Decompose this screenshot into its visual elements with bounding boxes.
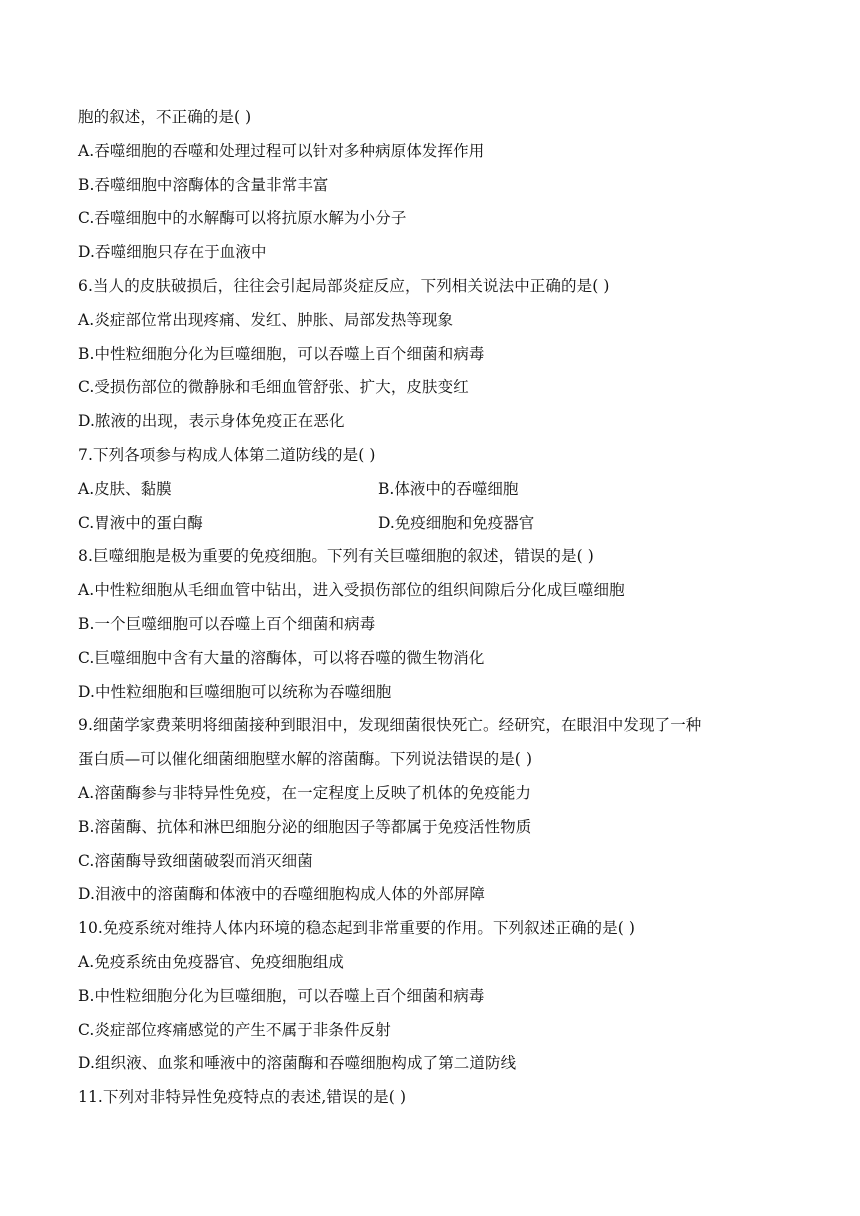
option-line: A.中性粒细胞从毛细血管中钻出，进入受损伤部位的组织间隙后分化成巨噬细胞 [78,581,625,600]
q7-option-a: A.皮肤、黏膜 [78,479,172,498]
option-line: B.中性粒细胞分化为巨噬细胞，可以吞噬上百个细菌和病毒 [78,344,485,363]
q7-option-d: D.免疫细胞和免疫器官 [378,513,535,532]
option-line: C.受损伤部位的微静脉和毛细血管舒张、扩大，皮肤变红 [78,378,469,397]
option-line: B.一个巨噬细胞可以吞噬上百个细菌和病毒 [78,614,376,633]
option-line: B.中性粒细胞分化为巨噬细胞，可以吞噬上百个细菌和病毒 [78,986,485,1005]
question-9-stem: 9.细菌学家费莱明将细菌接种到眼泪中，发现细菌很快死亡。经研究，在眼泪中发现了一种 [78,716,702,735]
option-line: B.吞噬细胞中溶酶体的含量非常丰富 [78,175,329,194]
option-line: C.吞噬细胞中的水解酶可以将抗原水解为小分子 [78,209,407,228]
option-line: A.免疫系统由免疫器官、免疫细胞组成 [78,952,344,971]
option-line: D.组织液、血浆和唾液中的溶菌酶和吞噬细胞构成了第二道防线 [78,1054,517,1073]
option-line: C.炎症部位疼痛感觉的产生不属于非条件反射 [78,1020,391,1039]
option-line: D.吞噬细胞只存在于血液中 [78,243,267,262]
q7-option-b: B.体液中的吞噬细胞 [378,479,519,498]
question-7-stem: 7.下列各项参与构成人体第二道防线的是( ) [78,445,376,464]
question-10-stem: 10.免疫系统对维持人体内环境的稳态起到非常重要的作用。下列叙述正确的是( ) [78,919,636,938]
option-line: C.巨噬细胞中含有大量的溶酶体，可以将吞噬的微生物消化 [78,648,485,667]
option-line: A.炎症部位常出现疼痛、发红、肿胀、局部发热等现象 [78,310,454,329]
question-9-stem-continued: 蛋白质—可以催化细菌细胞壁水解的溶菌酶。下列说法错误的是( ) [78,750,533,769]
option-line: A.溶菌酶参与非特异性免疫，在一定程度上反映了机体的免疫能力 [78,783,532,802]
question-text-block [78,101,778,1115]
option-line: D.脓液的出现，表示身体免疫正在恶化 [78,412,345,431]
option-line: B.溶菌酶、抗体和淋巴细胞分泌的细胞因子等都属于免疫活性物质 [78,817,532,836]
question-6-stem: 6.当人的皮肤破损后，往往会引起局部炎症反应，下列相关说法中正确的是( ) [78,276,610,295]
question-11-stem: 11.下列对非特异性免疫特点的表述,错误的是( ) [78,1088,407,1107]
q7-option-row [78,507,778,541]
option-line: D.中性粒细胞和巨噬细胞可以统称为吞噬细胞 [78,682,392,701]
question-8-stem: 8.巨噬细胞是极为重要的免疫细胞。下列有关巨噬细胞的叙述，错误的是( ) [78,547,594,566]
option-line: C.溶菌酶导致细菌破裂而消灭细菌 [78,851,313,870]
option-line: D.泪液中的溶菌酶和体液中的吞噬细胞构成人体的外部屏障 [78,885,486,904]
option-line: A.吞噬细胞的吞噬和处理过程可以针对多种病原体发挥作用 [78,141,485,160]
q7-option-c: C.胃液中的蛋白酶 [78,513,203,532]
q7-option-row [78,473,778,507]
text-line: 胞的叙述，不正确的是( ) [78,108,252,126]
